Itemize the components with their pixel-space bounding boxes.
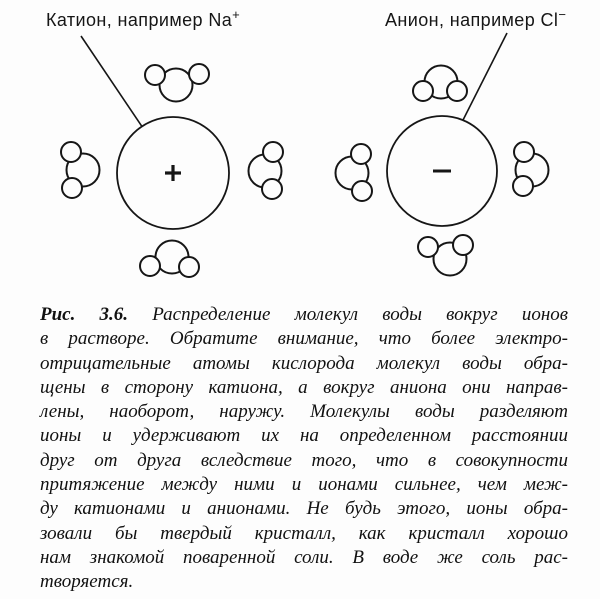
water-hydrogen: [179, 257, 199, 277]
caption-line-7: друг от друга вследствие того, что в совокупности: [40, 449, 568, 471]
water-hydrogen: [413, 81, 433, 101]
caption-line-3: отрицательные атомы кислорода молекул воды обра-: [40, 352, 568, 374]
water-hydrogen: [263, 142, 283, 162]
cation-charge-superscript: +: [232, 7, 241, 22]
water-hydrogen: [352, 181, 372, 201]
anion-leader-line: [460, 33, 507, 126]
water-hydrogen: [189, 64, 209, 84]
water-hydrogen: [351, 144, 371, 164]
water-hydrogen: [447, 81, 467, 101]
caption-line-10: зовали бы твердый кристалл, как кристалл хорошо: [40, 522, 568, 544]
caption-line-12: творяется.: [40, 571, 134, 593]
water-hydrogen: [514, 142, 534, 162]
caption-line-5: лены, наоборот, наружу. Молекулы воды разделяют: [40, 401, 568, 423]
cation-label-text: Катион, например Na: [46, 10, 233, 30]
anion-charge-superscript: −: [558, 7, 567, 22]
water-hydrogen: [418, 237, 438, 257]
water-hydrogen: [453, 235, 473, 255]
water-hydrogen: [61, 142, 81, 162]
caption-line-8: притяжение между ними и ионами сильнее, чем меж-: [40, 474, 568, 496]
caption-line-11: нам знакомой поваренной соли. В воде же соль рас-: [40, 546, 568, 568]
anion-label-text: Анион, например Cl: [385, 10, 559, 30]
caption-line-9: ду катионами и анионами. Не будь этого, ионы обра-: [40, 498, 568, 520]
figure-number-label: Рис. 3.6.: [40, 304, 129, 325]
water-hydrogen: [262, 179, 282, 199]
water-hydrogen: [145, 65, 165, 85]
water-hydrogen: [62, 178, 82, 198]
caption-line-2: в растворе. Обратите внимание, что более электро-: [40, 328, 568, 350]
caption-line-6: ионы и удерживают их на определенном расстоянии: [40, 425, 568, 447]
figure-caption: [40, 303, 568, 595]
cation-leader-line: [81, 36, 145, 131]
water-hydrogen: [140, 256, 160, 276]
water-hydrogen: [513, 176, 533, 196]
caption-line-1: Рис. 3.6. Распределение молекул воды вокруг ионов: [40, 304, 568, 325]
caption-line-4: щены в сторону катиона, а вокруг аниона они направ-: [40, 376, 568, 398]
